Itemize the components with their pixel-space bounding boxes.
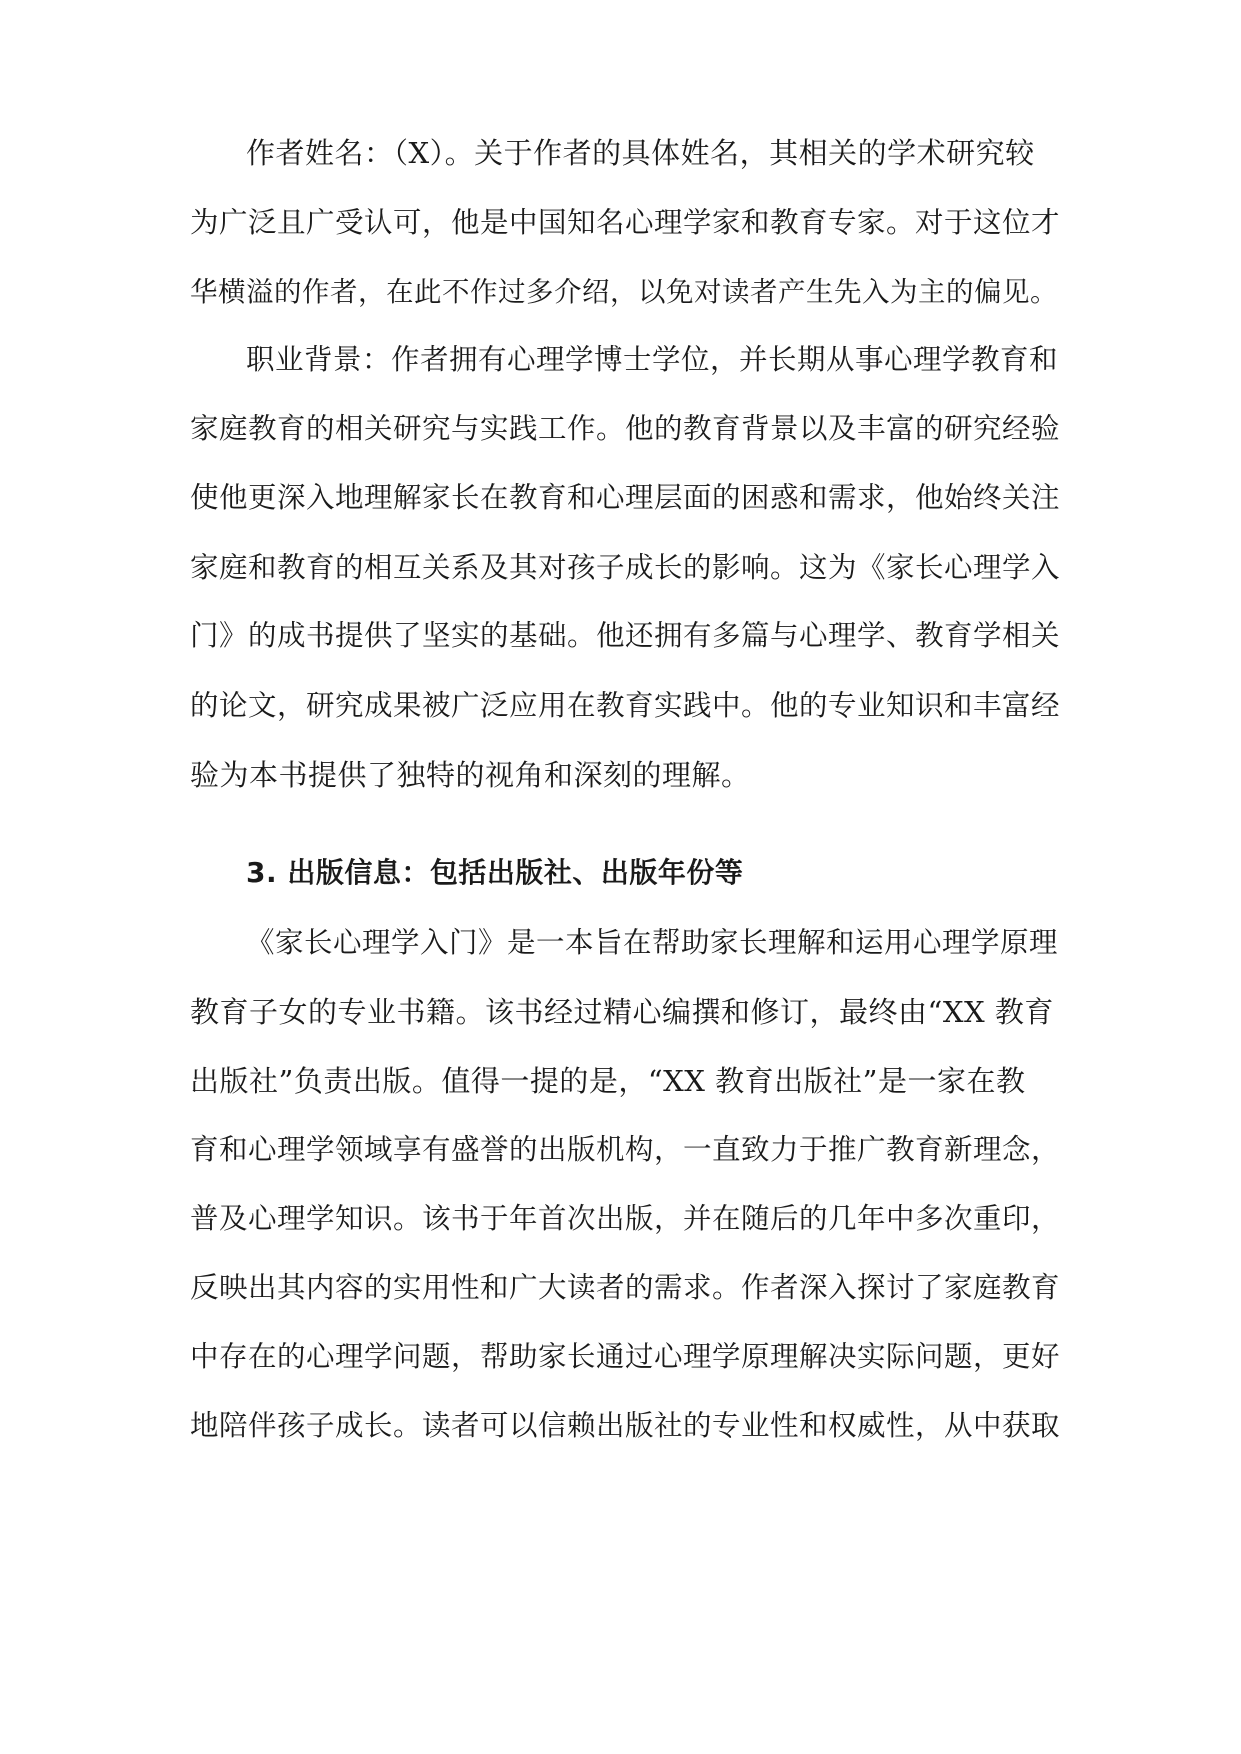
paragraph-publication-line: 育和心理学领域享有盛誉的出版机构，一直致力于推广教育新理念，: [190, 1133, 1061, 1166]
paragraph-career-background-line: 验为本书提供了独特的视角和深刻的理解。: [190, 758, 751, 792]
section-heading-publication-info: 3. 出版信息：包括出版社、出版年份等: [246, 856, 744, 889]
paragraph-publication-line: 教育子女的专业书籍。该书经过精心编撰和修订，最终由“XX 教育: [190, 995, 1054, 1029]
paragraph-author-name-line: 作者姓名：（X）。关于作者的具体姓名，其相关的学术研究较: [246, 136, 1035, 170]
paragraph-publication-line: 出版社”负责出版。值得一提的是，“XX 教育出版社”是一家在教: [190, 1064, 1026, 1098]
paragraph-career-background-line: 的论文，研究成果被广泛应用在教育实践中。他的专业知识和丰富经: [190, 689, 1061, 722]
paragraph-publication-line: 中存在的心理学问题，帮助家长通过心理学原理解决实际问题，更好: [190, 1340, 1061, 1373]
paragraph-publication-line: 地陪伴孩子成长。读者可以信赖出版社的专业性和权威性，从中获取: [190, 1409, 1061, 1442]
paragraph-author-name-line: 为广泛且广受认可，他是中国知名心理学家和教育专家。对于这位才: [190, 206, 1061, 239]
paragraph-publication-line: 《家长心理学入门》是一本旨在帮助家长理解和运用心理学原理: [246, 926, 1059, 959]
paragraph-career-background-line: 家庭和教育的相互关系及其对孩子成长的影响。这为《家长心理学入: [190, 551, 1061, 584]
paragraph-publication-line: 普及心理学知识。该书于年首次出版，并在随后的几年中多次重印，: [190, 1202, 1061, 1235]
paragraph-career-background-line: 使他更深入地理解家长在教育和心理层面的困惑和需求，他始终关注: [190, 481, 1061, 514]
paragraph-career-background-line: 门》的成书提供了坚实的基础。他还拥有多篇与心理学、教育学相关: [190, 619, 1061, 652]
paragraph-publication-line: 反映出其内容的实用性和广大读者的需求。作者深入探讨了家庭教育: [190, 1271, 1061, 1304]
paragraph-author-name-line: 华横溢的作者，在此不作过多介绍，以免对读者产生先入为主的偏见。: [190, 276, 1058, 308]
paragraph-career-background-line: 职业背景：作者拥有心理学博士学位，并长期从事心理学教育和: [246, 343, 1059, 376]
paragraph-career-background-line: 家庭教育的相关研究与实践工作。他的教育背景以及丰富的研究经验: [190, 412, 1061, 445]
